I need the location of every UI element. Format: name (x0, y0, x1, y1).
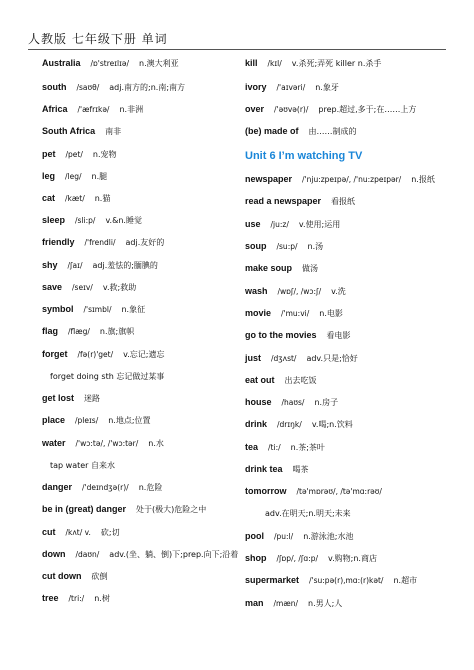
entry-pronunciation: /su:p/ (276, 242, 298, 251)
entry-pronunciation: /'frendli/ (84, 238, 116, 247)
entry-definition: n.宠物 (92, 150, 117, 159)
vocab-entry (42, 149, 117, 160)
entry-word: leg (42, 171, 56, 181)
entry-word: Australia (42, 58, 81, 68)
entry-pronunciation: /'əʊvə(r)/ (274, 105, 309, 114)
entry-definition: adj.南方的;n.南;南方 (109, 83, 186, 92)
vocab-entry (42, 126, 121, 137)
entry-definition: v.购物;n.商店 (327, 554, 377, 563)
entry-definition: v.使用;运用 (298, 220, 341, 229)
entry-pronunciation: /'mu:vi/ (281, 309, 310, 318)
entry-pronunciation: /pet/ (65, 150, 83, 159)
vocab-entry (245, 531, 354, 542)
entry-word: soup (245, 241, 267, 251)
entry-word: place (42, 415, 66, 425)
entry-definition: 做汤 (302, 264, 319, 273)
entry-word: pool (245, 531, 264, 541)
vocab-entry (245, 553, 377, 564)
entry-word: supermarket (245, 575, 300, 585)
entry-pronunciation: /wɒʃ/, /wɔ:ʃ/ (277, 287, 322, 296)
entry-definition: n.猫 (94, 194, 111, 203)
entry-word: wash (245, 286, 268, 296)
page-header: 人教版 七年级下册 单词 (28, 32, 168, 46)
entry-pronunciation: /'deɪndʒə(r)/ (82, 483, 129, 492)
entry-word: drink (245, 419, 268, 429)
entry-definition: prep.超过,多于;在……上方 (318, 105, 417, 114)
entry-definition: adv.(坐、躺、倒)下;prep.向下;沿着 (109, 550, 239, 559)
vocab-entry (50, 371, 164, 382)
entry-definition: 处于(极大)危险之中 (136, 505, 207, 514)
entry-definition: adj.友好的 (125, 238, 165, 247)
entry-pronunciation: /'su:pə(r),mɑ:(r)kət/ (309, 576, 384, 585)
entry-pronunciation: /daʊn/ (75, 550, 100, 559)
entry-definition: v.喝;n.饮料 (311, 420, 353, 429)
vocab-entry (42, 393, 100, 404)
entry-note: forget doing sth 忘记做过某事 (50, 372, 165, 381)
vocab-entry (42, 237, 164, 248)
vocab-entry (42, 304, 145, 315)
entry-pronunciation: /seɪv/ (72, 283, 93, 292)
entry-pronunciation: /ɒ'streɪlɪə/ (90, 59, 130, 68)
entry-pronunciation: /mæn/ (273, 599, 298, 608)
entry-word: pet (42, 149, 56, 159)
entry-word: tea (245, 442, 259, 452)
entry-word: read a newspaper (245, 196, 322, 206)
vocab-entry (42, 549, 238, 560)
entry-pronunciation: /ʃɒp/, /ʃɑ:p/ (276, 554, 318, 563)
vocab-entry (245, 219, 340, 230)
vocab-entry (265, 508, 351, 519)
header-divider (28, 49, 446, 50)
entry-definition: n.非洲 (119, 105, 144, 114)
entry-definition: 砍倒 (91, 572, 108, 581)
vocab-entry (42, 527, 120, 538)
entry-word: be in (great) danger (42, 504, 127, 514)
entry-word: shy (42, 260, 58, 270)
vocab-entry (245, 375, 317, 386)
entry-pronunciation: /ʃaɪ/ (67, 261, 83, 270)
entry-definition: 喝茶 (292, 465, 309, 474)
entry-word: drink tea (245, 464, 283, 474)
entry-pronunciation: /haʊs/ (281, 398, 305, 407)
entry-definition: adj.羞怯的;腼腆的 (92, 261, 158, 270)
entry-definition: 看电影 (326, 331, 351, 340)
entry-word: make soup (245, 263, 293, 273)
entry-pronunciation: /sli:p/ (75, 216, 96, 225)
entry-definition: n.树 (94, 594, 110, 603)
vocab-entry (245, 442, 325, 453)
entry-pronunciation: /pu:l/ (274, 532, 294, 541)
vocab-entry (245, 82, 339, 93)
entry-definition: n.象征 (121, 305, 146, 314)
entry-definition: v.&n.睡觉 (105, 216, 142, 225)
entry-definition: n.地点;位置 (108, 416, 151, 425)
vocab-entry (245, 174, 435, 185)
vocab-entry (42, 438, 164, 449)
vocab-entry (42, 82, 185, 93)
vocab-entry (245, 419, 353, 430)
entry-definition: n.旗;旗帜 (99, 327, 135, 336)
vocab-entry (42, 593, 110, 604)
vocab-entry (245, 486, 392, 497)
entry-pronunciation: /'nju:zpeɪpə/, /'nu:zpeɪpər/ (302, 175, 402, 184)
entry-word: danger (42, 482, 73, 492)
entry-pronunciation: /'sɪmbl/ (83, 305, 112, 314)
entry-word: shop (245, 553, 267, 563)
vocab-entry (42, 58, 179, 69)
entry-definition: v.救;救助 (102, 283, 137, 292)
entry-definition: n.报纸 (411, 175, 435, 184)
entry-definition: n.澳大利亚 (139, 59, 179, 68)
entry-definition: n.电影 (319, 309, 343, 318)
vocab-entry (245, 575, 417, 586)
entry-word: save (42, 282, 63, 292)
vocab-entry (42, 193, 110, 204)
vocab-entry (42, 326, 134, 337)
entry-definition: n.男人;人 (308, 599, 343, 608)
entry-word: South Africa (42, 126, 96, 136)
entry-word: man (245, 598, 264, 608)
entry-word: flag (42, 326, 59, 336)
entry-word: tree (42, 593, 59, 603)
entry-pronunciation: /'aɪvəri/ (276, 83, 306, 92)
entry-definition: n.房子 (314, 398, 339, 407)
vocab-entry (42, 504, 206, 515)
entry-word: forget (42, 349, 68, 359)
entry-word: go to the movies (245, 330, 317, 340)
entry-pronunciation: /saʊθ/ (76, 83, 100, 92)
entry-note: tap water 自来水 (50, 461, 115, 470)
entry-definition: v.洗 (331, 287, 346, 296)
entry-definition: 出去吃饭 (284, 376, 317, 385)
vocab-entry (42, 482, 162, 493)
entry-word: cut (42, 527, 56, 537)
entry-word: cat (42, 193, 56, 203)
vocab-entry (42, 415, 151, 426)
entry-definition: n.超市 (393, 576, 418, 585)
entry-definition: n.腿 (91, 172, 108, 181)
entry-word: over (245, 104, 265, 114)
vocab-entry (42, 260, 158, 271)
entry-word: just (245, 353, 262, 363)
entry-definition: v.忘记;遗忘 (123, 350, 165, 359)
entry-definition: adv.只是;恰好 (306, 354, 358, 363)
entry-pronunciation: /drɪŋk/ (277, 420, 302, 429)
entry-word: down (42, 549, 66, 559)
entry-pronunciation: /pleɪs/ (75, 416, 99, 425)
entry-definition: n.游泳池;水池 (303, 532, 354, 541)
entry-definition: n.象牙 (315, 83, 339, 92)
vocab-entry (42, 171, 107, 182)
vocab-entry (245, 397, 338, 408)
unit-title: Unit 6 I’m watching TV (245, 150, 363, 162)
vocab-entry (245, 196, 355, 207)
vocab-entry (42, 215, 142, 226)
entry-word: eat out (245, 375, 275, 385)
entry-word: kill (245, 58, 258, 68)
entry-pronunciation: /ju:z/ (270, 220, 289, 229)
entry-word: tomorrow (245, 486, 287, 496)
vocab-entry (42, 571, 108, 582)
entry-pronunciation: /kɪl/ (267, 59, 282, 68)
vocab-entry (245, 330, 351, 341)
entry-word: symbol (42, 304, 74, 314)
entry-definition: 南非 (105, 127, 122, 136)
entry-word: cut down (42, 571, 82, 581)
entry-word: water (42, 438, 66, 448)
entry-definition: v.杀死;弄死 killer n.杀手 (291, 59, 382, 68)
entry-word: sleep (42, 215, 66, 225)
vocab-entry (245, 263, 318, 274)
vocab-entry (245, 126, 357, 137)
entry-word: movie (245, 308, 272, 318)
entry-word: (be) made of (245, 126, 299, 136)
vocab-entry (42, 349, 164, 360)
entry-pronunciation: /kʌt/ v. (65, 528, 91, 537)
entry-pronunciation: /fə(r)'get/ (77, 350, 114, 359)
vocab-entry (50, 460, 115, 471)
vocab-entry (245, 464, 309, 475)
entry-word: newspaper (245, 174, 293, 184)
vocab-entry (42, 104, 143, 115)
entry-pronunciation: /ti:/ (268, 443, 281, 452)
entry-definition: n.水 (148, 439, 164, 448)
entry-word: get lost (42, 393, 75, 403)
vocab-entry (245, 286, 346, 297)
entry-definition: n.汤 (307, 242, 324, 251)
entry-word: use (245, 219, 261, 229)
entry-word: south (42, 82, 67, 92)
entry-pronunciation: /'æfrɪkə/ (77, 105, 110, 114)
entry-pronunciation: /'wɔ:tə/, /'wɔ:tər/ (75, 439, 139, 448)
entry-note: adv.在明天;n.明天;未来 (265, 509, 351, 518)
entry-pronunciation: /dʒʌst/ (271, 354, 297, 363)
vocab-entry (245, 58, 381, 69)
vocab-entry (245, 241, 323, 252)
entry-pronunciation: /flæg/ (68, 327, 90, 336)
entry-word: friendly (42, 237, 75, 247)
vocab-entry (245, 598, 342, 609)
entry-pronunciation: /leg/ (65, 172, 82, 181)
entry-word: ivory (245, 82, 267, 92)
vocab-entry (245, 353, 358, 364)
entry-definition: n.危险 (138, 483, 163, 492)
entry-definition: 由……制成的 (308, 127, 357, 136)
entry-pronunciation: /tə'mɒrəʊ/, /tə'mɑ:rəʊ/ (296, 487, 382, 496)
entry-pronunciation: /kæt/ (65, 194, 85, 203)
entry-definition: 看报纸 (331, 197, 356, 206)
entry-definition: n.茶;茶叶 (290, 443, 325, 452)
entry-definition: 砍;切 (100, 528, 120, 537)
vocab-entry (245, 104, 416, 115)
vocab-entry (245, 308, 343, 319)
entry-word: Africa (42, 104, 68, 114)
vocab-entry (42, 282, 136, 293)
entry-definition: 迷路 (84, 394, 101, 403)
entry-pronunciation: /tri:/ (68, 594, 85, 603)
entry-word: house (245, 397, 272, 407)
